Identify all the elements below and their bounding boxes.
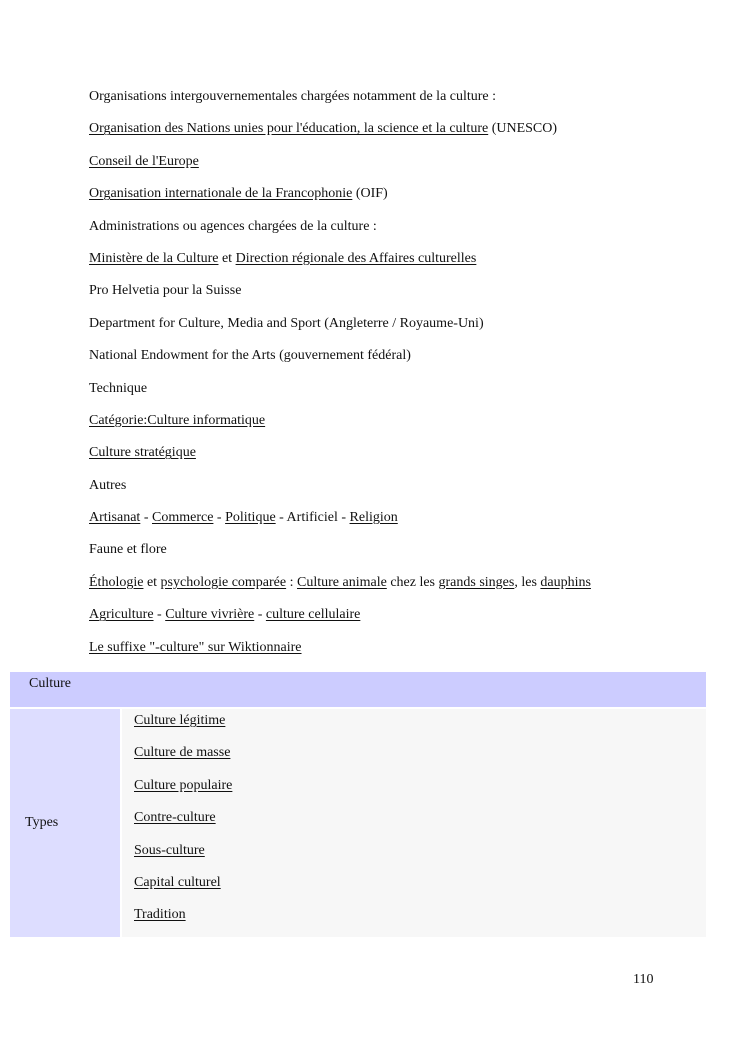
wiki-link[interactable]: Ministère de la Culture xyxy=(89,250,219,266)
content-line xyxy=(89,604,709,636)
wiki-link[interactable]: Direction régionale des Affaires culturelles xyxy=(235,250,477,266)
navbox-row-types xyxy=(10,709,706,937)
line-text: et xyxy=(218,250,236,266)
navbox-group-label: Types xyxy=(10,709,120,937)
wiki-link[interactable]: grands singes xyxy=(438,574,515,590)
wiki-link[interactable]: Agriculture xyxy=(89,607,154,623)
wiki-link[interactable]: culture cellulaire xyxy=(265,607,361,623)
line-text: - xyxy=(254,607,266,623)
line-text: - xyxy=(140,510,152,526)
line-text: (OIF) xyxy=(352,186,388,202)
navbox-link[interactable]: Sous-culture xyxy=(134,842,205,858)
line-text: Organisations intergouvernementales chargées notamment de la culture : xyxy=(89,89,497,104)
wiki-link[interactable]: dauphins xyxy=(540,574,591,590)
content-line xyxy=(89,572,709,604)
wiki-link[interactable]: psychologie comparée xyxy=(160,574,287,590)
line-text: National Endowment for the Arts (gouvernement fédéral) xyxy=(89,348,411,364)
line-text: - xyxy=(213,510,226,526)
navbox-link[interactable]: Tradition xyxy=(134,907,186,923)
navbox-link[interactable]: Capital culturel xyxy=(134,874,221,890)
wiki-link[interactable]: Commerce xyxy=(152,510,214,526)
content-line xyxy=(89,442,709,474)
line-text: Autres xyxy=(89,477,127,493)
line-text: Technique xyxy=(89,380,148,396)
wiki-link[interactable]: Conseil de l'Europe xyxy=(89,153,199,169)
wiki-link[interactable]: Culture vivrière xyxy=(165,607,255,623)
navbox-link[interactable]: Culture populaire xyxy=(134,777,233,793)
line-text: Pro Helvetia pour la Suisse xyxy=(89,283,242,299)
page-number: 110 xyxy=(633,972,654,987)
content-line xyxy=(89,345,709,377)
content-line xyxy=(89,378,709,410)
line-text: (UNESCO) xyxy=(488,121,558,137)
wiki-link[interactable]: Artisanat xyxy=(89,510,141,526)
line-text: Department for Culture, Media and Sport (Angleterre / Royaume-Uni) xyxy=(89,315,484,331)
content-line xyxy=(89,539,709,571)
line-text: , les xyxy=(514,574,541,590)
wiki-link[interactable]: Culture animale xyxy=(297,574,387,590)
wiki-link[interactable]: Éthologie xyxy=(89,574,144,590)
wiki-link[interactable]: Politique xyxy=(225,510,276,526)
line-text: - Artificiel - xyxy=(275,510,350,526)
line-text: Faune et flore xyxy=(89,542,167,558)
navbox-list xyxy=(122,709,706,937)
wiki-link[interactable]: Religion xyxy=(349,510,398,526)
content-line xyxy=(89,410,709,442)
navbox-culture xyxy=(10,672,706,937)
content-line xyxy=(89,248,709,280)
navbox-title: Culture xyxy=(10,672,706,707)
content-line xyxy=(89,86,709,118)
content-line xyxy=(89,216,709,248)
content-line xyxy=(89,637,709,669)
line-text: : xyxy=(286,574,297,590)
line-text: Administrations ou agences chargées de la culture : xyxy=(89,218,377,234)
wiki-link[interactable]: Catégorie:Culture informatique xyxy=(89,412,266,428)
line-text: - xyxy=(153,607,166,623)
content-line xyxy=(89,507,709,539)
content-line xyxy=(89,280,709,312)
line-text: et xyxy=(143,574,161,590)
wiki-link[interactable]: Le suffixe "-culture" sur Wiktionnaire xyxy=(89,639,302,655)
wiki-link[interactable]: Organisation des Nations unies pour l'éducation, la science et la culture xyxy=(89,121,489,137)
content-lines xyxy=(89,86,709,669)
content-line xyxy=(89,118,709,150)
content-line xyxy=(89,475,709,507)
wiki-link[interactable]: Organisation internationale de la Francophonie xyxy=(89,186,353,202)
content-line xyxy=(89,313,709,345)
navbox-link[interactable]: Culture de masse xyxy=(134,745,231,761)
content-line xyxy=(89,183,709,215)
navbox-link[interactable]: Contre-culture xyxy=(134,810,216,826)
navbox-link[interactable]: Culture légitime xyxy=(134,713,226,728)
wiki-link[interactable]: Culture stratégique xyxy=(89,445,196,461)
line-text: chez les xyxy=(386,574,439,590)
content-line xyxy=(89,151,709,183)
